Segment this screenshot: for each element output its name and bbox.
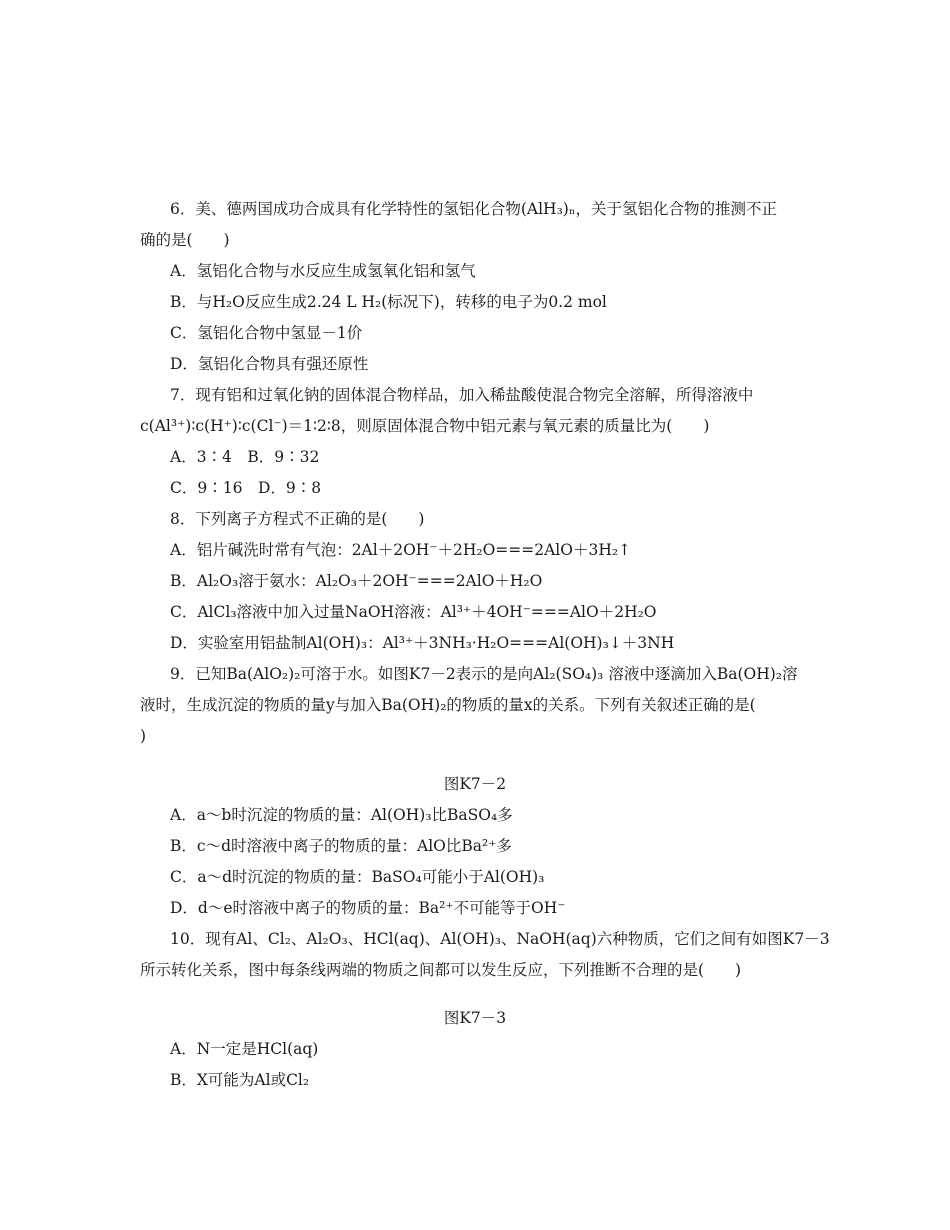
q6-option-d: D．氢铝化合物具有强还原性 xyxy=(170,355,369,373)
q7-options-ab: A．3∶4 B．9∶32 xyxy=(170,448,320,466)
q10-stem-line-1: 10．现有Al、Cl₂、Al₂O₃、HCl(aq)、Al(OH)₃、NaOH(aq)六种物质，它们之间有如图K7－3 xyxy=(170,930,830,948)
q9-option-b: B．c～d时溶液中离子的物质的量：AlO比Ba²⁺多 xyxy=(170,837,512,855)
q8-option-b: B．Al₂O₃溶于氨水：Al₂O₃＋2OH⁻===2AlO＋H₂O xyxy=(170,572,543,590)
q10-option-a: A．N一定是HCl(aq) xyxy=(170,1040,319,1058)
q7-stem-line-2: c(Al³⁺)∶c(H⁺)∶c(Cl⁻)＝1∶2∶8，则原固体混合物中铝元素与氧元素的质量比为( ) xyxy=(140,417,710,435)
q9-stem-line-1: 9．已知Ba(AlO₂)₂可溶于水。如图K7－2表示的是向Al₂(SO₄)₃ 溶液中逐滴加入Ba(OH)₂溶 xyxy=(170,665,798,683)
q9-stem-line-3: ) xyxy=(140,727,147,745)
q8-option-a: A．铝片碱洗时常有气泡：2Al＋2OH⁻＋2H₂O===2AlO＋3H₂↑ xyxy=(170,541,632,559)
q10-option-b: B．X可能为Al或Cl₂ xyxy=(170,1071,310,1089)
q8-option-d: D．实验室用铝盐制Al(OH)₃：Al³⁺＋3NH₃·H₂O===Al(OH)₃↓＋3NH xyxy=(170,634,675,652)
q9-stem-line-2: 液时，生成沉淀的物质的量y与加入Ba(OH)₂的物质的量x的关系。下列有关叙述正确的是( xyxy=(140,696,756,714)
q8-option-c: C．AlCl₃溶液中加入过量NaOH溶液：Al³⁺＋4OH⁻===AlO＋2H₂O xyxy=(170,603,657,621)
q9-option-a: A．a～b时沉淀的物质的量：Al(OH)₃比BaSO₄多 xyxy=(170,806,513,824)
q8-stem: 8．下列离子方程式不正确的是( ) xyxy=(170,510,425,528)
q9-option-c: C．a～d时沉淀的物质的量：BaSO₄可能小于Al(OH)₃ xyxy=(170,868,545,886)
q6-option-a: A．氢铝化合物与水反应生成氢氧化铝和氢气 xyxy=(170,262,476,280)
q7-options-cd: C．9∶16 D．9∶8 xyxy=(170,479,322,497)
q6-option-c: C．氢铝化合物中氢显－1价 xyxy=(170,324,363,342)
q6-option-b: B．与H₂O反应生成2.24 L H₂(标况下)，转移的电子为0.2 mol xyxy=(170,293,607,311)
figure-caption-k7-3: 图K7－3 xyxy=(443,1009,507,1027)
q7-stem-line-1: 7．现有铝和过氧化钠的固体混合物样品，加入稀盐酸使混合物完全溶解，所得溶液中 xyxy=(170,386,754,404)
q6-stem-line-1: 6．美、德两国成功合成具有化学特性的氢铝化合物(AlH₃)ₙ，关于氢铝化合物的推测不正 xyxy=(170,200,778,218)
figure-caption-k7-2: 图K7－2 xyxy=(443,775,507,793)
q9-option-d: D．d～e时溶液中离子的物质的量：Ba²⁺不可能等于OH⁻ xyxy=(170,899,566,917)
q10-stem-line-2: 所示转化关系，图中每条线两端的物质之间都可以发生反应，下列推断不合理的是( ) xyxy=(140,961,742,979)
q6-stem-line-2: 确的是( ) xyxy=(140,231,230,249)
